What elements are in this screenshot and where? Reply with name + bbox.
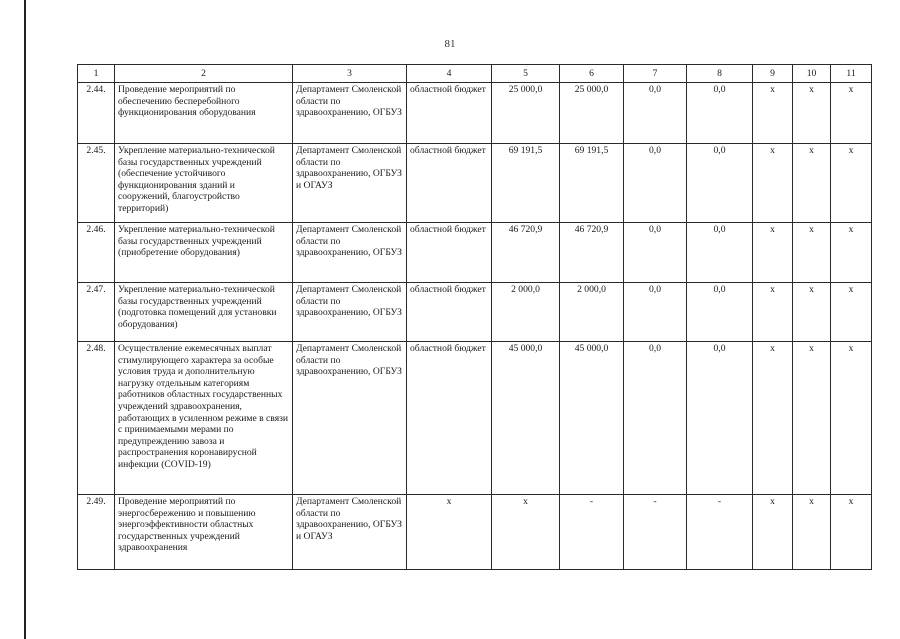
indicator-cell: х [831,495,872,570]
funding-source: областной бюджет [407,342,492,495]
row-number: 2.47. [78,283,115,342]
amount-year-2: 0,0 [624,83,687,144]
amount-year-2: 0,0 [624,223,687,283]
funding-source: х [407,495,492,570]
column-number: 11 [831,65,872,83]
indicator-cell: х [831,283,872,342]
table-row [78,223,872,283]
amount-total: 69 191,5 [492,144,560,223]
column-number-row [78,65,872,83]
indicator-cell: х [831,223,872,283]
column-number: 7 [624,65,687,83]
indicator-cell: х [793,495,831,570]
binding-line [24,0,26,639]
amount-year-3: 0,0 [687,342,753,495]
amount-year-1: 45 000,0 [560,342,624,495]
indicator-cell: х [753,283,793,342]
amount-year-2: 0,0 [624,342,687,495]
indicator-cell: х [793,283,831,342]
amount-year-1: 46 720,9 [560,223,624,283]
column-number: 4 [407,65,492,83]
indicator-cell: х [793,342,831,495]
activity-name: Укрепление материально-технической базы государственных учреждений (подготовка помещений для установки оборудования) [115,283,293,342]
amount-year-2: - [624,495,687,570]
executor: Департамент Смоленской области по здравоохранению, ОГБУЗ [293,283,407,342]
column-number: 8 [687,65,753,83]
amount-year-3: 0,0 [687,83,753,144]
amount-year-2: 0,0 [624,283,687,342]
amount-year-1: 2 000,0 [560,283,624,342]
amount-year-3: 0,0 [687,223,753,283]
amount-total: 25 000,0 [492,83,560,144]
executor: Департамент Смоленской области по здравоохранению, ОГБУЗ и ОГАУЗ [293,144,407,223]
column-number: 5 [492,65,560,83]
indicator-cell: х [831,342,872,495]
table-row [78,495,872,570]
amount-total: х [492,495,560,570]
column-number: 10 [793,65,831,83]
column-number: 2 [115,65,293,83]
indicator-cell: х [753,342,793,495]
indicator-cell: х [831,144,872,223]
indicator-cell: х [753,223,793,283]
activity-name: Проведение мероприятий по обеспечению бесперебойного функционирования оборудования [115,83,293,144]
indicator-cell: х [753,83,793,144]
indicator-cell: х [753,144,793,223]
amount-year-1: 25 000,0 [560,83,624,144]
table-row [78,83,872,144]
table-row [78,144,872,223]
row-number: 2.46. [78,223,115,283]
indicator-cell: х [753,495,793,570]
amount-year-3: - [687,495,753,570]
indicator-cell: х [793,223,831,283]
table-row [78,342,872,495]
row-number: 2.48. [78,342,115,495]
activity-name: Укрепление материально-технической базы государственных учреждений (обеспечение устойчивого функционирования зданий и сооружений, благоустройство территорий) [115,144,293,223]
budget-table [77,64,872,570]
executor: Департамент Смоленской области по здравоохранению, ОГБУЗ [293,223,407,283]
funding-source: областной бюджет [407,283,492,342]
funding-source: областной бюджет [407,223,492,283]
activity-name: Укрепление материально-технической базы государственных учреждений (приобретение оборудования) [115,223,293,283]
activity-name: Осуществление ежемесячных выплат стимулирующего характера за особые условия труда и дополнительную нагрузку отдельным категориям работников областных государственных учреждений здравоохранения, работающих в усиленном режиме в связи с принимаемыми мерами по предупреждению завоза и распространения коронавирусной инфекции (COVID-19) [115,342,293,495]
amount-year-1: 69 191,5 [560,144,624,223]
amount-year-3: 0,0 [687,144,753,223]
column-number: 1 [78,65,115,83]
indicator-cell: х [793,144,831,223]
amount-total: 45 000,0 [492,342,560,495]
indicator-cell: х [793,83,831,144]
amount-total: 46 720,9 [492,223,560,283]
column-number: 6 [560,65,624,83]
row-number: 2.44. [78,83,115,144]
funding-source: областной бюджет [407,83,492,144]
page-number: 81 [444,38,456,50]
indicator-cell: х [831,83,872,144]
amount-year-1: - [560,495,624,570]
table-row [78,283,872,342]
executor: Департамент Смоленской области по здравоохранению, ОГБУЗ и ОГАУЗ [293,495,407,570]
activity-name: Проведение мероприятий по энергосбережению и повышению энергоэффективности областных государственных учреждений здравоохранения [115,495,293,570]
row-number: 2.49. [78,495,115,570]
amount-year-3: 0,0 [687,283,753,342]
executor: Департамент Смоленской области по здравоохранению, ОГБУЗ [293,83,407,144]
executor: Департамент Смоленской области по здравоохранению, ОГБУЗ [293,342,407,495]
amount-year-2: 0,0 [624,144,687,223]
column-number: 3 [293,65,407,83]
funding-source: областной бюджет [407,144,492,223]
row-number: 2.45. [78,144,115,223]
column-number: 9 [753,65,793,83]
amount-total: 2 000,0 [492,283,560,342]
